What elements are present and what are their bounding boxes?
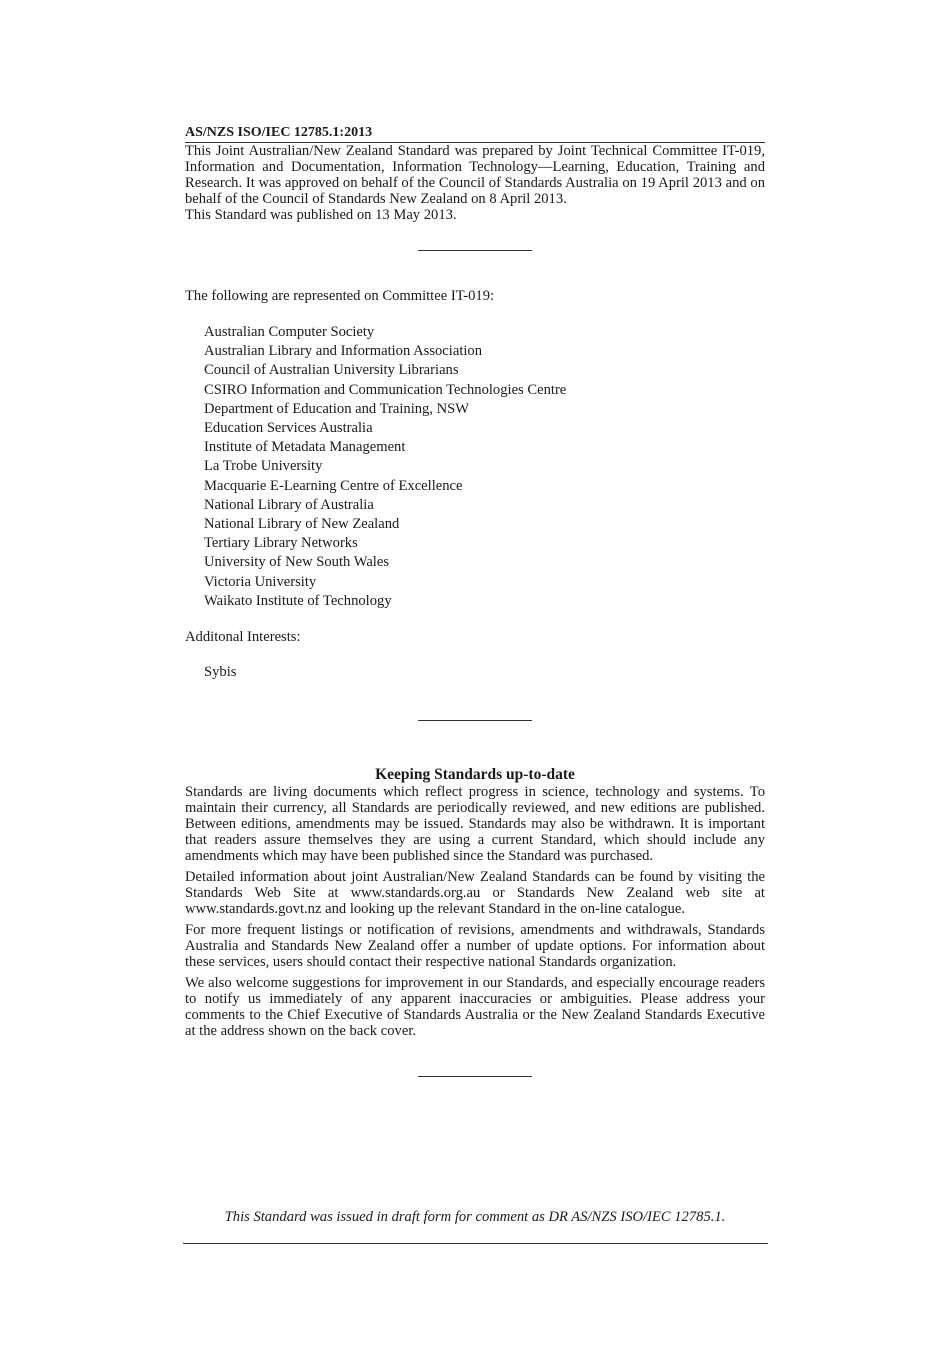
committee-member: Council of Australian University Librarians	[204, 362, 459, 379]
committee-member: Tertiary Library Networks	[204, 535, 358, 552]
additional-interest: Sybis	[204, 664, 237, 681]
committee-member: La Trobe University	[204, 458, 323, 475]
committee-member: Waikato Institute of Technology	[204, 592, 392, 609]
committee-member: Australian Library and Information Association	[204, 343, 483, 360]
committee-member: Victoria University	[204, 573, 317, 590]
committee-member: Institute of Metadata Management	[204, 439, 406, 456]
section-divider	[418, 720, 532, 721]
publication-date: This Standard was published on 13 May 2013.	[185, 207, 457, 223]
section-divider	[418, 1076, 532, 1077]
committee-member: National Library of New Zealand	[204, 516, 400, 533]
committee-member: University of New South Wales	[204, 554, 390, 571]
committee-member: Department of Education and Training, NSW	[204, 400, 470, 417]
committee-member-list	[185, 323, 765, 611]
committee-intro: The following are represented on Committee IT-019:	[185, 288, 495, 304]
additional-interests-list	[185, 663, 765, 682]
body-paragraph: We also welcome suggestions for improvement in our Standards, and especially encourage readers to notify us immediately of any apparent inaccuracies or ambiguities. Please address your comments to the Chief Executive of Standards Australia or the New Zealand Standards Executive at the address shown on the back cover.	[185, 975, 765, 1040]
document-page	[185, 124, 765, 1077]
body-paragraph: For more frequent listings or notification of revisions, amendments and withdrawals, Standards Australia and Standards New Zealand offer a number of update options. For information about these services, users should contact their respective national Standards organization.	[185, 922, 765, 971]
additional-interests-heading: Additonal Interests:	[185, 629, 301, 646]
body-paragraph: Standards are living documents which reflect progress in science, technology and systems. To maintain their currency, all Standards are periodically reviewed, and new editions are published. Between editions, amendments may be issued. Standards may also be withdrawn. It is important that readers assure themselves they are using a current Standard, which should include any amendments which may have been published since the Standard was purchased.	[185, 784, 765, 865]
body-paragraph: Detailed information about joint Australian/New Zealand Standards can be found by visiting the Standards Web Site at www.standards.org.au or Standards New Zealand web site at www.standards.govt.nz and looking up the relevant Standard in the on-line catalogue.	[185, 869, 765, 918]
committee-member: CSIRO Information and Communication Technologies Centre	[204, 381, 567, 398]
preparation-statement: This Joint Australian/New Zealand Standard was prepared by Joint Technical Committee IT-019, Information and Documentation, Information Technology—Learning, Education, Training and Research. It was approved on behalf of the Council of Standards Australia on 19 April 2013 and on behalf of the Council of Standards New Zealand on 8 April 2013.	[185, 143, 765, 207]
committee-member: Australian Computer Society	[204, 324, 375, 340]
footer-rule	[183, 1243, 768, 1244]
standard-number: AS/NZS ISO/IEC 12785.1:2013	[185, 124, 765, 143]
draft-note: This Standard was issued in draft form for comment as DR AS/NZS ISO/IEC 12785.1.	[224, 1209, 726, 1225]
committee-member: Macquarie E-Learning Centre of Excellence	[204, 477, 463, 494]
committee-member: Education Services Australia	[204, 420, 373, 437]
keeping-standards-heading: Keeping Standards up-to-date	[375, 766, 575, 784]
section-divider	[418, 250, 532, 251]
committee-member: National Library of Australia	[204, 496, 374, 513]
